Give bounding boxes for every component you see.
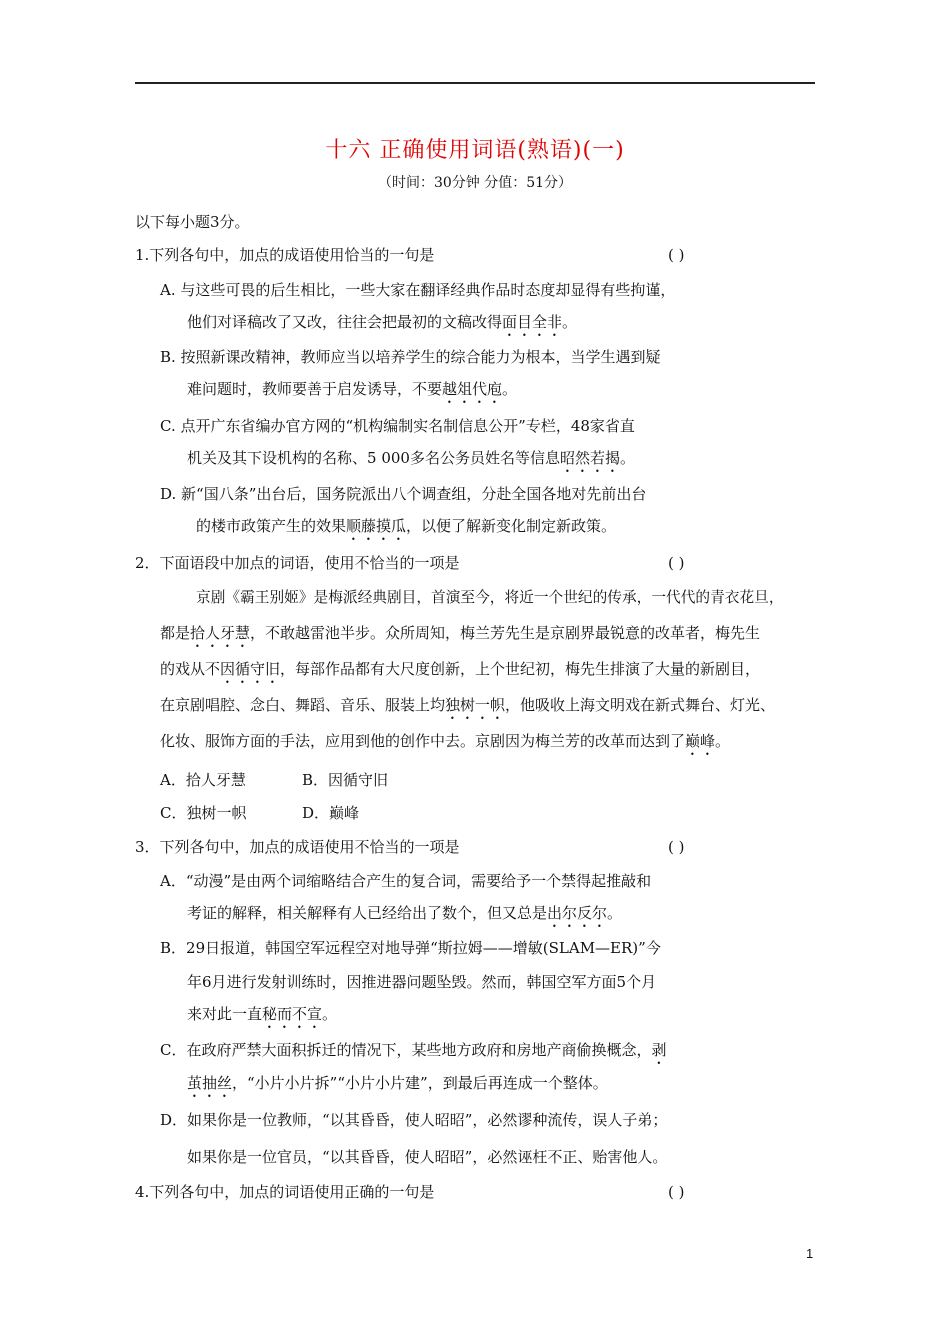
q2-option-c: C．独树一帜 [160,804,247,822]
q3-option-d-line1: D．如果你是一位教师，“以其昏昏，使人昭昭”，必然谬种流传，误人子弟； [160,1111,668,1129]
dotted-idiom: 茧抽丝 [187,1074,233,1092]
q3-option-b-line3: 来对此一直秘而不宣。 [187,1005,338,1023]
q2-answer-blank: ( ) [668,554,685,572]
q2-passage-line1: 京剧《霸王别姬》是梅派经典剧目，首演至今，将近一个世纪的传承，一代代的青衣花旦， [196,589,784,606]
q3-answer-blank: ( ) [668,838,685,856]
header-rule [135,82,815,84]
q3-option-a-line1: A．“动漫”是由两个词缩略结合产生的复合词，需要给予一个禁得起推敲和 [160,872,652,890]
dotted-idiom: 拾人牙慧 [190,624,251,642]
q1-option-a-line2: 他们对译稿改了又改，往往会把最初的文稿改得面目全非。 [187,313,578,331]
q1-option-b-line2: 难问题时，教师要善于启发诱导，不要越俎代庖。 [187,380,518,398]
q3-option-b-line1: B．29日报道，韩国空军远程空对地导弹“斯拉姆——增敏(SLAM—ER)”今 [160,939,661,957]
q2-passage-line5: 化妆、服饰方面的手法，应用到他的创作中去。京剧因为梅兰芳的改革而达到了巅峰。 [160,732,731,750]
q1-option-b-line1: B. 按照新课改精神，教师应当以培养学生的综合能力为根本，当学生遇到疑 [160,348,661,366]
q3-option-d-line2: 如果你是一位官员，“以其昏昏，使人昭昭”，必然诬枉不正、贻害他人。 [187,1148,668,1166]
q3-stem: 3．下列各句中，加点的成语使用不恰当的一项是 [135,838,460,856]
page-number: 1 [806,1246,814,1261]
dotted-idiom: 剥 [651,1041,667,1059]
q1-option-d-line1: D. 新“国八条”出台后，国务院派出八个调查组，分赴全国各地对先前出台 [160,485,647,503]
q2-option-a: A．拾人牙慧 [160,771,246,789]
q1-stem: 1.下列各句中，加点的成语使用恰当的一句是 [135,246,435,264]
dotted-idiom: 越俎代庖 [442,380,503,398]
dotted-idiom: 秘而不宣 [262,1005,323,1023]
dotted-idiom: 顺藤摸瓜 [346,517,407,535]
page-subtitle: （时间：30分钟 分值：51分） [377,175,573,191]
q1-option-d-line2: 的楼市政策产生的效果顺藤摸瓜，以便了解新变化制定新政策。 [196,517,617,535]
q1-answer-blank: ( ) [668,246,685,264]
q2-passage-line2: 都是拾人牙慧，不敢越雷池半步。众所周知，梅兰芳先生是京剧界最锐意的改革者，梅先生 [160,624,761,642]
q2-passage-line3: 的戏从不因循守旧，每部作品都有大尺度创新，上个世纪初，梅先生排演了大量的新剧目， [160,660,761,678]
instruction: 以下每小题3分。 [135,213,250,231]
dotted-idiom: 因循守旧 [220,660,281,678]
q2-passage-line4: 在京剧唱腔、念白、舞蹈、音乐、服装上均独树一帜，他吸收上海文明戏在新式舞台、灯光、 [160,696,776,714]
dotted-idiom: 昭然若揭 [559,449,620,467]
dotted-idiom: 面目全非 [502,313,563,331]
q1-option-c-line2: 机关及其下设机构的名称、5 000多名公务员姓名等信息昭然若揭。 [187,449,635,467]
dotted-idiom: 独树一帜 [445,696,506,714]
q4-stem: 4.下列各句中，加点的词语使用正确的一句是 [135,1183,435,1201]
q3-option-b-line2: 年6月进行发射训练时，因推进器问题坠毁。然而，韩国空军方面5个月 [187,973,657,991]
page-title: 十六 正确使用词语(熟语)(一) [325,138,625,163]
q2-option-b: B．因循守旧 [302,771,389,789]
dotted-idiom: 出尔反尔 [547,904,608,922]
q3-option-a-line2: 考证的解释，相关解释有人已经给出了数个，但又总是出尔反尔。 [187,904,623,922]
q3-option-c-line1: C．在政府严禁大面积拆迁的情况下，某些地方政府和房地产商偷换概念，剥 [160,1041,667,1059]
q1-option-c-line1: C. 点开广东省编办官方网的“机构编制实名制信息公开”专栏，48家省直 [160,417,635,435]
q2-option-d: D．巅峰 [302,804,360,822]
q3-option-c-line2: 茧抽丝，“小片小片拆”“小片小片建”，到最后再连成一个整体。 [187,1074,608,1092]
dotted-idiom: 巅峰 [685,732,716,750]
q1-option-a-line1: A. 与这些可畏的后生相比，一些大家在翻译经典作品时态度却显得有些拘谨， [160,281,676,299]
q4-answer-blank: ( ) [668,1183,685,1201]
q2-stem: 2．下面语段中加点的词语，使用不恰当的一项是 [135,554,460,572]
